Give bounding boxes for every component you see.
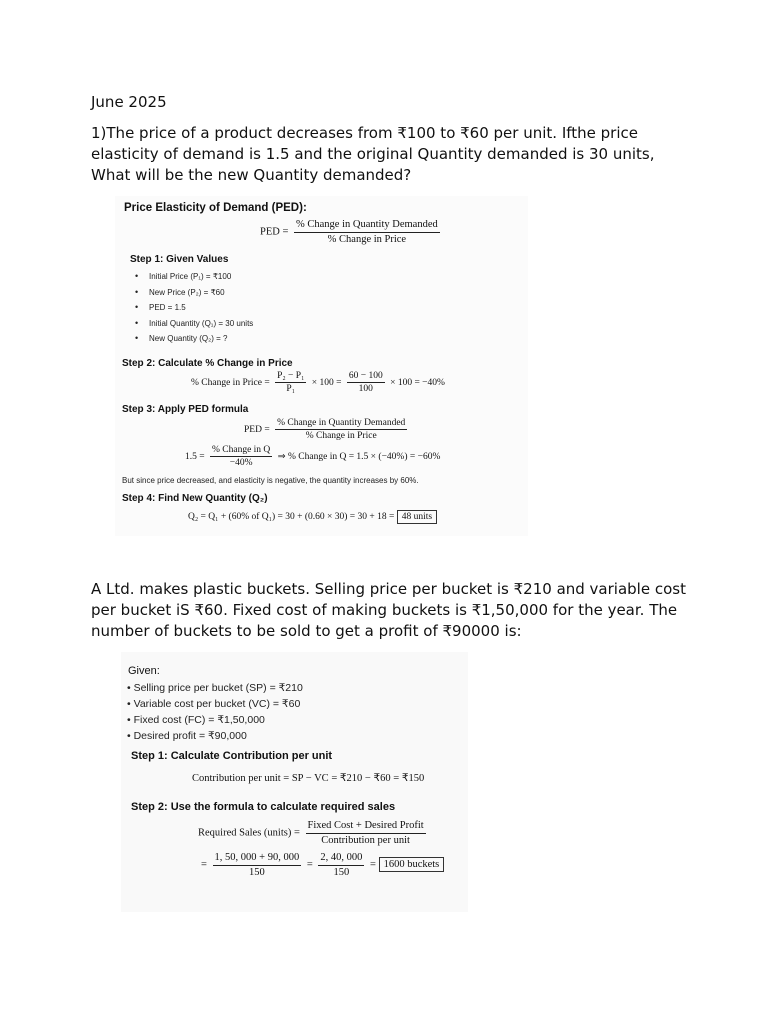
- step4-expr: Q₂ = Q₁ + (60% of Q₁) = 30 + (0.60 × 30) = 30 + 18 =: [188, 512, 395, 522]
- s2-step2-fraction: [306, 820, 426, 846]
- s2-step2-lhs: Required Sales (units) =: [198, 827, 300, 839]
- s2-step2-calc: [201, 852, 444, 878]
- s2-eq-end: =: [370, 859, 376, 871]
- step2-frac1-den: P₁: [286, 384, 296, 395]
- question-1: [91, 123, 691, 186]
- ped-formula-fraction: [294, 219, 440, 245]
- s2-step2-title: Step 2: Use the formula to calculate required sales: [131, 801, 396, 813]
- given-value-item: • PED = 1.5: [131, 300, 253, 316]
- solution-2-given-list: [127, 680, 303, 744]
- elasticity-note: But since price decreased, and elasticity is negative, the quantity increases by 60%.: [122, 476, 419, 485]
- given-item: • Fixed cost (FC) = ₹1,50,000: [127, 714, 265, 726]
- step4-equation: [188, 512, 437, 522]
- s2-answer: 1600 buckets: [379, 857, 445, 872]
- step2-mid: × 100 =: [311, 378, 342, 389]
- given-item: • Variable cost per bucket (VC) = ₹60: [127, 698, 301, 710]
- step2-equation: [191, 371, 445, 395]
- step2-frac1-num: P₂ − P₁: [275, 371, 306, 383]
- given-title: Given:: [128, 665, 160, 677]
- given-item: • Desired profit = ₹90,000: [127, 730, 247, 742]
- s2-f1-num: 1, 50, 000 + 90, 000: [213, 852, 302, 866]
- ped-formula-num: % Change in Quantity Demanded: [294, 219, 440, 233]
- document-date: [91, 92, 691, 113]
- step3-lhs: PED =: [244, 425, 270, 436]
- question-2: [91, 579, 691, 642]
- s2-f1-den: 150: [249, 866, 265, 878]
- s2-step2-den: Contribution per unit: [321, 834, 410, 846]
- step3-line2-num: % Change in Q: [210, 445, 272, 457]
- given-value-item: • Initial Price (P₁) = ₹100: [131, 269, 253, 285]
- s2-step1-equation: Contribution per unit = SP − VC = ₹210 − ₹60 = ₹150: [192, 773, 425, 784]
- step3-equation-2: [185, 445, 440, 469]
- step2-fraction-1: [275, 371, 306, 395]
- given-values-list: [131, 269, 253, 347]
- step3-line2-rhs: ⇒ % Change in Q = 1.5 × (−40%) = −60%: [277, 452, 441, 463]
- ped-formula: [260, 219, 443, 245]
- s2-step2-num: Fixed Cost + Desired Profit: [306, 820, 426, 834]
- step2-fraction-2: [347, 371, 385, 395]
- s2-f2-num: 2, 40, 000: [318, 852, 364, 866]
- step3-num: % Change in Quantity Demanded: [275, 418, 407, 430]
- step3-line2-den: −40%: [229, 458, 253, 469]
- question-2-text: A Ltd. makes plastic buckets. Selling price per bucket is ₹210 and variable cost per bucket iS ₹60. Fixed cost of making buckets is ₹1,50,000 for the year. The number of buckets to be sold to get a profit of ₹90000 is:: [91, 580, 686, 640]
- step1-title: Step 1: Given Values: [130, 254, 229, 265]
- given-value-item: • New Price (P₂) = ₹60: [131, 285, 253, 301]
- step2-frac2-den: 100: [358, 384, 373, 395]
- step2-lhs: % Change in Price =: [191, 378, 270, 389]
- s2-eq-mid: =: [306, 859, 313, 871]
- step4-answer: 48 units: [397, 510, 437, 524]
- step2-result: × 100 = −40%: [390, 378, 445, 389]
- step2-frac2-num: 60 − 100: [347, 371, 385, 383]
- ped-formula-den: % Change in Price: [327, 233, 407, 245]
- step3-den: % Change in Price: [305, 431, 377, 442]
- step3-formula: [244, 418, 410, 442]
- given-item: • Selling price per bucket (SP) = ₹210: [127, 682, 303, 694]
- s2-calc-fraction-2: [318, 852, 364, 878]
- step2-title: Step 2: Calculate % Change in Price: [122, 358, 293, 369]
- ped-title: Price Elasticity of Demand (PED):: [124, 202, 307, 214]
- ped-formula-lhs: PED =: [260, 226, 289, 238]
- step3-line2-lhs: 1.5 =: [185, 452, 205, 463]
- s2-calc-fraction-1: [213, 852, 302, 878]
- question-1-text: 1)The price of a product decreases from ₹100 to ₹60 per unit. Ifthe price elasticity of demand is 1.5 and the original Quantity demanded is 30 units, What will be the new Quantity demanded?: [91, 124, 655, 184]
- s2-f2-den: 150: [333, 866, 350, 878]
- step3-fraction: [275, 418, 407, 442]
- given-value-item: • Initial Quantity (Q₁) = 30 units: [131, 316, 253, 332]
- step3-title: Step 3: Apply PED formula: [122, 404, 249, 415]
- step4-title: Step 4: Find New Quantity (Q₂): [122, 493, 268, 504]
- solution-1-image: [115, 196, 528, 536]
- s2-step1-title: Step 1: Calculate Contribution per unit: [131, 750, 333, 762]
- given-value-item: • New Quantity (Q₂) = ?: [131, 331, 253, 347]
- step3-line2-fraction: [210, 445, 272, 469]
- s2-step2-formula: [198, 820, 429, 846]
- date-heading: June 2025: [91, 93, 167, 111]
- solution-2-image: [121, 652, 468, 912]
- s2-eq-prefix: =: [201, 859, 207, 871]
